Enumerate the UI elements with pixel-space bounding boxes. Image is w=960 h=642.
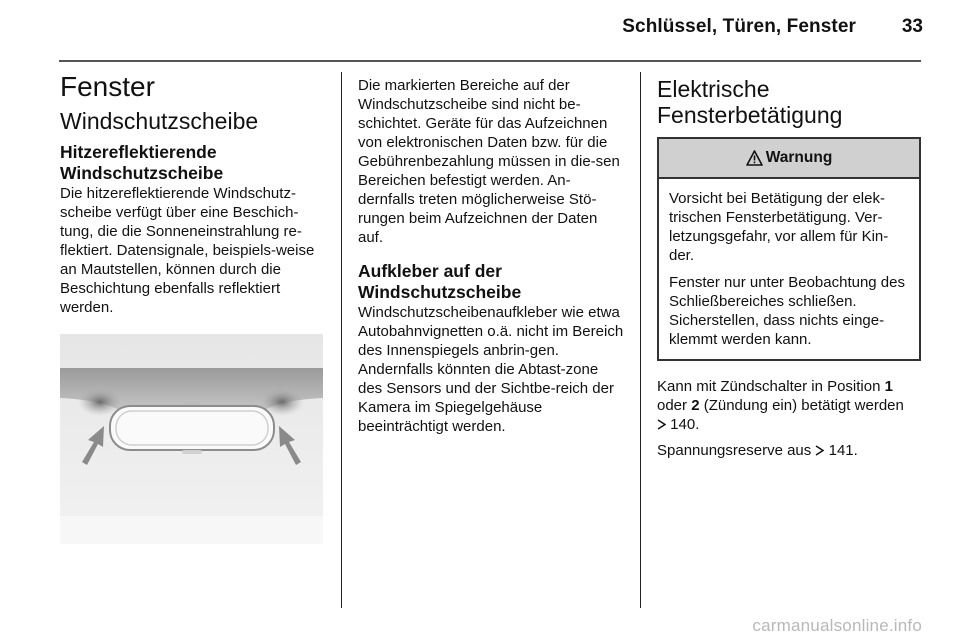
windshield-mirror-illustration [60, 334, 323, 544]
watermark: carmanualsonline.info [752, 616, 922, 635]
body-paragraph: Die markierten Bereiche auf der Windschutzscheibe sind nicht be-schichtet. Geräte für das Aufzeichnen von elektronischen Daten bzw. für die Gebührenbezahlung müssen in die-sen Bereichen befestigt werden. An-dernfalls treten möglicherweise Stö-rungen beim Aufzeichnen der Daten auf. [358, 77, 620, 246]
column-3 [657, 76, 922, 460]
page-number: 33 [901, 16, 923, 37]
section-heading: Fenster [60, 71, 155, 102]
page-reference-icon [657, 415, 666, 434]
topic-heading: Aufkleber auf der Windschutzscheibe [358, 261, 522, 302]
body-paragraph: Windschutzscheibenaufkleber wie etwa Autobahnvignetten o.ä. nicht im Bereich des Innenspiegels anbrin-gen. Andernfalls könnten die Abtast-zone des Sensors und der Sichtbe-reich der Kamera im Spiegelgehäuse beeinträchtigt werden. [358, 304, 624, 435]
header-divider [59, 60, 921, 62]
warning-paragraph: Vorsicht bei Betätigung der elek-trischen Fensterbetätigung. Ver-letzungsgefahr, vor allem für Kin-der. [669, 190, 889, 264]
warning-body [659, 179, 919, 359]
warning-box [657, 137, 921, 361]
column-divider [341, 72, 342, 608]
column-divider [640, 72, 641, 608]
body-paragraph: Die hitzereflektierende Windschutz-scheibe verfügt über eine Beschich-tung, die die Sonneneinstrahlung re-flektiert. Datensignale, beispiels-weise an Mautstellen, können durch die Beschichtung ebenfalls reflektiert werden. [60, 185, 315, 316]
topic-heading: Hitzereflektierende Windschutzscheibe [60, 142, 224, 183]
column-2 [358, 76, 624, 436]
page-reference[interactable]: 141. [824, 442, 858, 459]
chapter-title: Schlüssel, Türen, Fenster [622, 16, 856, 37]
warning-paragraph: Fenster nur unter Beobachtung des Schließbereiches schließen. Sicherstellen, dass nichts einge-klemmt werden kann. [669, 274, 905, 348]
warning-triangle-icon [746, 150, 763, 166]
page-reference[interactable]: 140. [666, 416, 700, 433]
position-1: 1 [884, 378, 893, 395]
column-1 [60, 70, 326, 317]
subsection-heading: Windschutzscheibe [60, 108, 259, 134]
position-2: 2 [691, 397, 700, 414]
warning-header [659, 139, 919, 179]
warning-label: Warnung [765, 149, 833, 166]
body-paragraph: Kann mit Zündschalter in Position 1 oder 2 (Zündung ein) betätigt werden 140. [657, 378, 904, 433]
page-header [0, 0, 960, 64]
body-paragraph: Spannungsreserve aus 141. [657, 442, 858, 459]
section-heading: Elektrische Fensterbetätigung [657, 76, 843, 128]
